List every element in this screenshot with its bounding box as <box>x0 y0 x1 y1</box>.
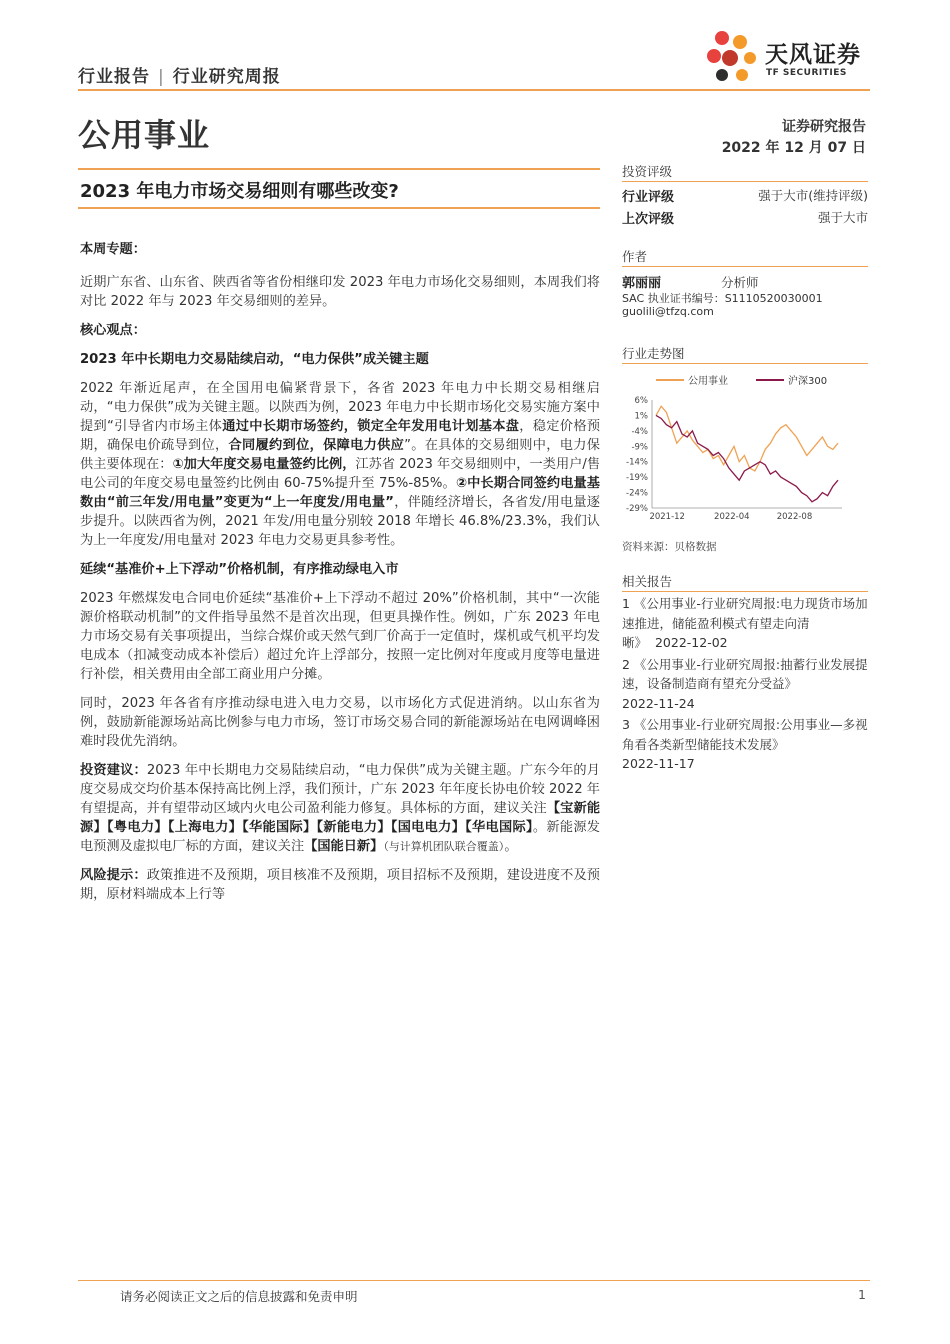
rating-divider <box>622 181 868 182</box>
core-heading: 核心观点： <box>80 323 146 338</box>
report-date: 2022 年 12 月 07 日 <box>721 140 866 156</box>
trend-heading: 行业走势图 <box>622 346 685 361</box>
series-line <box>656 415 838 501</box>
y-tick-label: 6% <box>634 396 648 406</box>
previous-rating-row: 上次评级 强于大市 <box>622 210 868 227</box>
investment-advice: 投资建议：2023 年中长期电力交易陆续启动，“电力保供”成为关键主题。广东今年的月度交易成交均价基本保持高比例上浮，我们预计，广东 2023 年年度长协电价较 2022 年有望提高，并有望带动区域内火电公司盈利能力修复。具体标的方面，建议关注【宝新能源】【粤电力】【上海电力】【华能国际】【新能电力】【国电电力】【华电国际】。新能源发电预测及虚拟电厂标的方面，建议关注【国能日新】（与计算机团队联合覆盖）。 <box>80 763 601 854</box>
x-tick-label: 2022-08 <box>776 512 813 522</box>
header-divider <box>78 89 870 91</box>
title-divider-top <box>78 168 600 170</box>
risk-warning: 风险提示：政策推进不及预期，项目核准不及预期，项目招标不及预期，建设进度不及预期，原材料端成本上行等 <box>80 868 600 902</box>
report-title: 2023 年电力市场交易细则有哪些改变? <box>80 181 399 202</box>
related-heading: 相关报告 <box>622 574 673 589</box>
related-divider <box>622 591 868 592</box>
related-report-item[interactable]: 1 《公用事业-行业研究周报:电力现货市场加速推进，储能盈利模式有望走向清晰》 2022-12-02 <box>622 596 868 650</box>
y-tick-label: -9% <box>631 442 648 453</box>
related-report-item[interactable]: 3 《公用事业-行业研究周报:公用事业—多视角看各类新型储能技术发展》 2022-11-17 <box>622 717 868 771</box>
author-email[interactable]: guolili@tfzq.com <box>622 305 714 318</box>
x-tick-label: 2022-04 <box>714 512 750 522</box>
y-tick-label: 1% <box>634 411 648 422</box>
topic-paragraph: 近期广东省、山东省、陕西省等省份相继印发 2023 年电力市场化交易细则，本周我们将对比 2022 年与 2023 年交易细则的差异。 <box>80 275 600 309</box>
sector-title: 公用事业 <box>78 116 211 154</box>
y-tick-label: -29% <box>626 504 648 514</box>
author-divider <box>622 266 868 267</box>
section2-paragraph: 2023 年燃煤发电合同电价延续“基准价+上下浮动不超过 20%”价格机制，其中“一次能源价格联动机制”的文件指导虽然不是首次出现，但更具操作性。例如，广东 2023 年电力市场交易有关事项提出，当综合煤价或天然气到厂价高于一定值时，煤机或气机平均发电成本（扣减变动成本补偿后）超过允许上浮部分，按照一定比例对年度或月度等电量进行补偿，相关费用由全部工商业用户分摊。 <box>80 591 600 682</box>
section2-heading: 延续“基准价+上下浮动”价格机制，有序推动绿电入市 <box>80 562 399 577</box>
main-content <box>80 240 600 904</box>
category-separator: | <box>158 67 165 87</box>
trend-chart <box>622 368 868 528</box>
y-tick-label: -19% <box>626 473 648 484</box>
legend-label: 沪深300 <box>788 376 828 387</box>
title-divider-bottom <box>78 207 600 209</box>
report-type: 证券研究报告 <box>782 119 866 135</box>
legend-label: 公用事业 <box>688 376 728 387</box>
industry-rating-row: 行业评级 强于大市(维持评级) <box>622 188 868 205</box>
brand-name: 天风证券 <box>765 42 861 68</box>
category-label: 行业报告 <box>78 67 150 87</box>
footer-disclaimer: 请务必阅读正文之后的信息披露和免责申明 <box>120 1289 358 1304</box>
author-cert: SAC 执业证书编号：S1110520030001 <box>622 292 823 305</box>
report-category <box>78 62 281 87</box>
related-reports <box>622 594 870 776</box>
author-heading: 作者 <box>622 249 648 264</box>
section1-heading: 2023 年中长期电力交易陆续启动，“电力保供”成关键主题 <box>80 352 429 367</box>
related-report-item[interactable]: 2 《公用事业-行业研究周报:抽蓄行业发展提速，设备制造商有望充分受益》 2022-11-24 <box>622 656 868 711</box>
y-tick-label: -24% <box>626 488 648 499</box>
subcategory-label: 行业研究周报 <box>172 67 281 87</box>
x-tick-label: 2021-12 <box>649 512 685 522</box>
page-number: 1 <box>858 1287 866 1302</box>
section3-paragraph: 同时，2023 年各省有序推动绿电进入电力交易，以市场化方式促进消纳。以山东省为例，鼓励新能源场站高比例参与电力市场，签订市场交易合同的新能源场站在电网调峰困难时段优先消纳。 <box>80 696 600 749</box>
y-tick-label: -4% <box>631 426 648 437</box>
series-line <box>656 406 838 471</box>
topic-heading: 本周专题： <box>80 242 146 257</box>
rating-heading: 投资评级 <box>622 164 673 179</box>
author-row: 郭丽丽 分析师 <box>622 275 759 291</box>
chart-source: 资料来源：贝格数据 <box>622 541 717 553</box>
trend-divider <box>622 363 868 364</box>
section1-paragraph: 2022 年渐近尾声，在全国用电偏紧背景下，各省 2023 年电力中长期交易相继启动，“电力保供”成为关键主题。以陕西为例，2023 年电力中长期市场化交易实施方案中提到“引导省内市场主体通过中长期市场签约，锁定全年发用电计划基本盘，稳定价格预期，确保电价疏导到位，合同履约到位，保障电力供应”。在具体的交易细则中，电力保供主要体现在：①加大年度交易电量签约比例，江苏省 2023 年交易细则中，一类用户/售电公司的年度交易电量签约比例由 60-75%提升至 75%-85%。②中长期合同签约电量基数由“前三年发/用电量”变更为“上一年度发/用电量”，伴随经济增长，各省发/用电量逐步提升。以陕西省为例，2021 年发/用电量分别较 2018 年增长 46.8%/23.3%，我们认为上一年度发/用电量对 2023 年电力交易更具参考性。 <box>80 381 601 548</box>
brand-subname: TF SECURITIES <box>766 68 847 78</box>
footer-divider <box>78 1280 870 1281</box>
y-tick-label: -14% <box>626 457 648 468</box>
